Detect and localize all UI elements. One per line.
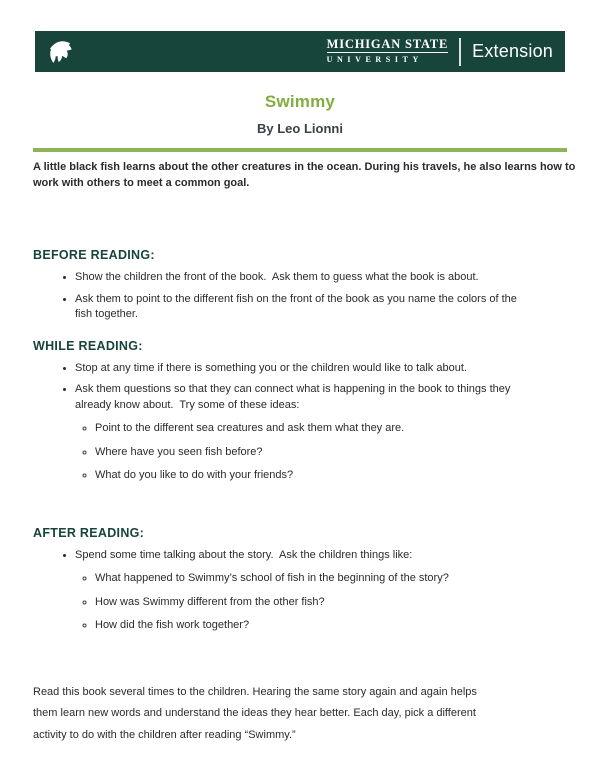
extension-brand-label: Extension: [472, 41, 553, 61]
sub-bullet-text: What do you like to do with your friends?: [95, 469, 294, 481]
document-body: [0, 159, 600, 746]
bullet-item: [75, 292, 567, 323]
book-summary: A little black fish learns about the other creatures in the ocean. During his travels, he also learns how to work with others to meet a common goal.: [33, 161, 579, 189]
sub-bullet-text: Where have you seen fish before?: [95, 445, 263, 458]
sub-bullet-list: [75, 571, 567, 634]
bullet-text: Stop at any time if there is something you or the children would like to talk about.: [75, 361, 467, 374]
sub-bullet-text: How did the fish work together?: [95, 619, 250, 631]
sub-bullet-item: [95, 571, 567, 587]
bullet-list: [33, 270, 567, 323]
section-heading: AFTER READING:: [33, 525, 145, 540]
header-banner-wrap: [0, 0, 600, 72]
sub-bullet-item: [95, 421, 567, 437]
reading-section: [33, 248, 567, 323]
sub-bullet-item: [95, 618, 567, 634]
byline: By Leo Lionni: [257, 121, 343, 136]
section-heading: WHILE READING:: [33, 338, 143, 353]
sub-bullet-list: [75, 421, 567, 484]
banner-divider: [459, 38, 461, 66]
section-heading: BEFORE READING:: [33, 248, 155, 262]
msu-extension-banner: [35, 31, 565, 72]
spartan-helmet-logo-icon: [45, 38, 75, 66]
wordmark-university: UNIVERSITY: [326, 55, 423, 64]
sub-bullet-item: [95, 468, 567, 484]
bullet-list: [33, 548, 567, 634]
bullet-text: Show the children the front of the book. Ask them to guess what the book is about.: [75, 271, 479, 283]
bullet-item: [75, 361, 567, 377]
reading-section: [33, 339, 567, 484]
bullet-item: [75, 548, 567, 634]
reading-section: [33, 526, 567, 634]
horizontal-rule: [33, 148, 567, 152]
banner-brand-group: [327, 38, 553, 66]
bullet-item: [75, 270, 567, 286]
sub-bullet-text: Point to the different sea creatures and ask them what they are.: [95, 422, 405, 434]
bullet-list: [33, 361, 567, 484]
closing-paragraph: Read this book several times to the children. Hearing the same story again and again helps them learn new words and understand the ideas they hear better. Each day, pick a different activity to do with the children after reading “Swimmy.”: [33, 685, 480, 741]
page-title: Swimmy: [264, 92, 336, 111]
bullet-item: [75, 382, 567, 484]
msu-wordmark: [327, 38, 449, 65]
bullet-text: Ask them to point to the different fish on the front of the book as you name the colors of the fish together.: [75, 292, 520, 320]
sub-bullet-text: What happened to Swimmy’s school of fish in the beginning of the story?: [95, 572, 449, 584]
bullet-text: Ask them questions so that they can connect what is happening in the book to things they already know about. Try some of these ideas:: [75, 383, 514, 411]
bullet-text: Spend some time talking about the story. Ask the children things like:: [75, 548, 413, 561]
wordmark-michigan-state: MICHIGAN STATE: [326, 37, 449, 51]
sections-container: [33, 248, 567, 634]
sub-bullet-item: [95, 445, 567, 461]
sub-bullet-text: How was Swimmy different from the other fish?: [95, 595, 325, 608]
sub-bullet-item: [95, 595, 567, 611]
